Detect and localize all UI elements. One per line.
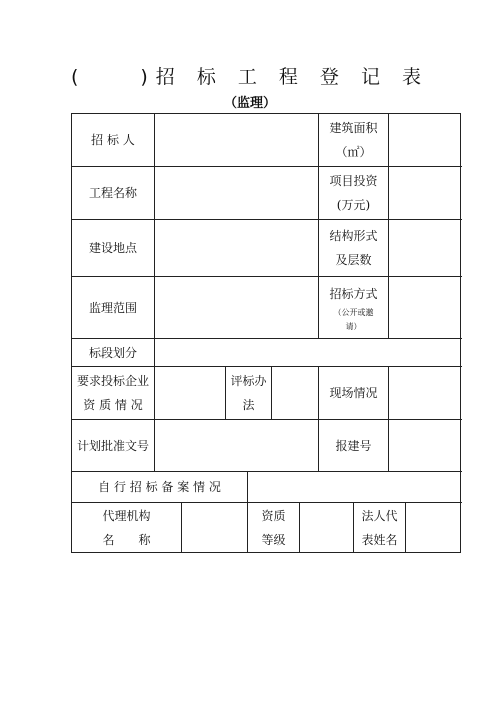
evaluation-method-line-2: 法 [242,398,255,412]
qualification-requirement-line-2: 资 质 情 况 [83,398,143,412]
legal-rep-label [354,503,405,553]
qualification-grade-line-1: 资质 [261,509,286,523]
site-condition-field[interactable] [389,367,462,419]
building-area-unit: （㎡） [335,145,372,159]
section-division-field[interactable] [155,339,462,366]
construction-site-label: 建设地点 [88,241,137,255]
project-investment-label [319,167,388,219]
building-area-label-text: 建筑面积 [329,121,378,135]
agency-name-field[interactable] [182,503,247,553]
project-name-label: 工程名称 [88,186,137,200]
bidding-method-field[interactable] [389,277,462,338]
approval-doc-no-field[interactable] [155,420,318,471]
bidding-method-label-text: 招标方式 [329,286,378,301]
qualification-requirement-field[interactable] [155,367,225,419]
form-title: ( )招 标 工 程 登 记 表 [70,66,430,88]
building-area-label [319,114,388,166]
structure-form-label [319,220,388,276]
project-investment-field[interactable] [389,167,462,219]
qualification-grade-field[interactable] [300,503,353,553]
structure-floors-label-text: 及层数 [335,253,372,267]
legal-rep-field[interactable] [406,503,462,553]
legal-rep-line-2: 表姓名 [361,533,398,547]
evaluation-method-label [226,367,271,419]
evaluation-method-field[interactable] [272,367,318,419]
supervision-scope-field[interactable] [155,277,318,338]
agency-name-line-1: 代理机构 [102,509,151,523]
supervision-scope-label: 监理范围 [88,300,137,315]
agency-name-label [72,503,181,553]
project-investment-unit: (万元) [336,198,371,212]
structure-form-label-text: 结构形式 [329,229,378,243]
bidder-field[interactable] [155,114,318,166]
legal-rep-line-1: 法人代 [361,509,398,523]
building-area-field[interactable] [389,114,462,166]
construction-site-field[interactable] [155,220,318,276]
agency-name-line-2: 名 称 [102,533,151,547]
approval-doc-no-label: 计划批准文号 [76,438,149,453]
registration-table [71,113,461,553]
evaluation-method-line-1: 评标办 [230,374,267,388]
qualification-requirement-label [72,367,154,419]
bidding-method-label [319,277,388,338]
qualification-requirement-line-1: 要求投标企业 [76,374,149,388]
bidding-method-note-2: 请） [345,321,362,331]
site-condition-label: 现场情况 [329,386,378,400]
section-division-label: 标段划分 [88,345,137,360]
bidding-method-note-1: （公开或邀 [333,307,374,317]
qualification-grade-line-2: 等级 [261,533,286,547]
report-no-label: 报建号 [335,438,372,453]
form-subtitle: （监理） [223,96,276,111]
structure-form-field[interactable] [389,220,462,276]
report-no-field[interactable] [389,420,462,471]
self-bidding-record-field[interactable] [248,472,462,502]
project-investment-label-text: 项目投资 [329,174,378,188]
bidder-label: 招 标 人 [91,133,135,147]
project-name-field[interactable] [155,167,318,219]
self-bidding-record-label: 自 行 招 标 备 案 情 况 [98,480,221,494]
qualification-grade-label [248,503,299,553]
